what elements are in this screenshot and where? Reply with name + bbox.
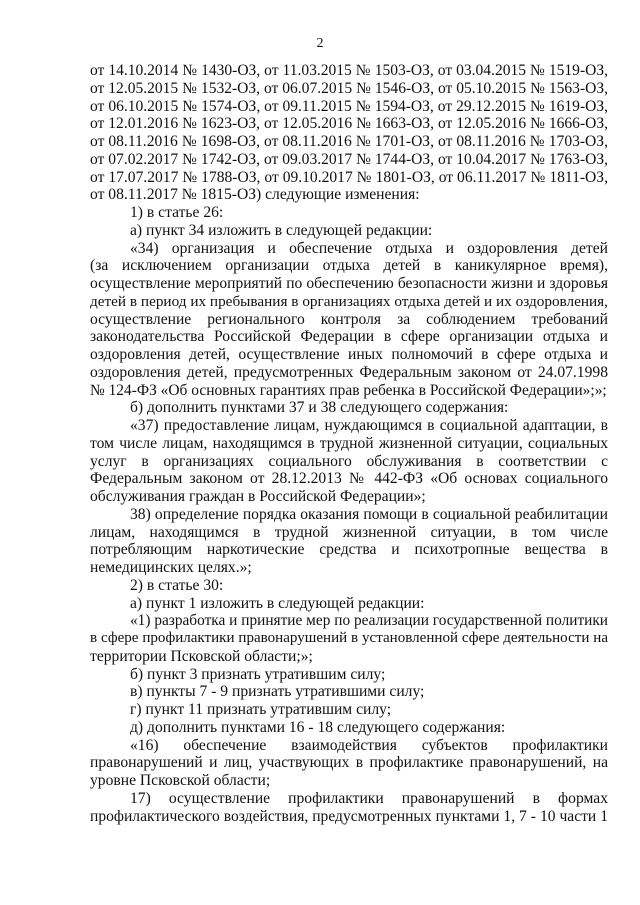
text-line: а) пункт 1 изложить в следующей редакции: (130, 594, 425, 612)
text-line: законодательства Российской Федерации в сфере организации отдыха и (90, 328, 608, 346)
text-line: 2) в статье 30: (130, 576, 224, 594)
text-line: «1) разработка и принятие мер по реализации государственной политики (130, 612, 608, 630)
text-line: а) пункт 34 изложить в следующей редакции: (130, 221, 433, 239)
text-line: 1) в статье 26: (130, 204, 224, 221)
text-line: обслуживания граждан в Российской Федерации»; (90, 488, 426, 505)
text-line: «37) предоставление лицам, нуждающимся в социальной адаптации, в (130, 417, 608, 434)
text-line: № 124-ФЗ «Об основных гарантиях прав ребенка в Российской Федерации»;»; (90, 381, 607, 399)
text-line: оздоровления детей, осуществление иных полномочий в сфере отдыха и (90, 346, 608, 363)
text-line: Федеральным законом от 28.12.2013 № 442-ФЗ «Об основах социального (90, 470, 608, 488)
text-line: «34) организация и обеспечение отдыха и оздоровления детей (130, 239, 608, 257)
text-line: б) дополнить пунктами 37 и 38 следующего содержания: (130, 399, 509, 417)
text-line: 17) осуществление профилактики правонарушений в формах (130, 789, 608, 807)
text-line: от 14.10.2014 № 1430-ОЗ, от 11.03.2015 № 1503-ОЗ, от 03.04.2015 № 1519-ОЗ, (90, 62, 608, 79)
text-line: том числе лицам, находящимся в трудной жизненной ситуации, социальных (90, 434, 608, 452)
text-line: в сфере профилактики правонарушений в установленной сфере деятельности на (90, 630, 608, 646)
text-line: от 07.02.2017 № 1742-ОЗ, от 09.03.2017 № 1744-ОЗ, от 10.04.2017 № 1763-ОЗ, (90, 150, 608, 168)
text-line: б) пункт 3 признать утратившим силу; (130, 665, 386, 683)
text-line: немедицинских целях.»; (90, 559, 252, 576)
text-line: в) пункты 7 - 9 признать утратившими силу; (130, 683, 425, 701)
page-number: 2 (316, 36, 324, 51)
text-line: детей в период их пребывания в организациях отдыха детей и их оздоровления, (90, 292, 608, 310)
text-line: (за исключением организации отдыха детей в каникулярное время), (90, 257, 608, 275)
text-line: «16) обеспечение взаимодействия субъектов профилактики (130, 736, 608, 754)
text-line: осуществление мероприятий по обеспечению безопасности жизни и здоровья (90, 275, 608, 292)
text-line: от 12.05.2015 № 1532-ОЗ, от 06.07.2015 № 1546-ОЗ, от 05.10.2015 № 1563-ОЗ, (90, 79, 608, 97)
text-line: от 08.11.2017 № 1815-ОЗ) следующие изменения: (90, 186, 420, 204)
text-line: осуществление регионального контроля за соблюдением требований (90, 310, 608, 328)
text-line: от 08.11.2016 № 1698-ОЗ, от 08.11.2016 № 1701-ОЗ, от 08.11.2016 № 1703-ОЗ, (90, 133, 608, 150)
text-line: г) пункт 11 признать утратившим силу; (130, 701, 392, 718)
text-line: от 06.10.2015 № 1574-ОЗ, от 09.11.2015 № 1594-ОЗ, от 29.12.2015 № 1619-ОЗ, (90, 97, 608, 115)
text-line: от 17.07.2017 № 1788-ОЗ, от 09.10.2017 № 1801-ОЗ, от 06.11.2017 № 1811-ОЗ, (90, 168, 608, 186)
text-line: услуг в организациях социального обслуживания в соответствии с (90, 452, 608, 470)
document-body (90, 62, 608, 825)
text-line: 38) определение порядка оказания помощи в социальной реабилитации (130, 505, 608, 523)
text-line: территории Псковской области;»; (90, 647, 313, 665)
text-line: профилактического воздействия, предусмотренных пунктами 1, 7 - 10 части 1 (90, 807, 608, 825)
text-line: потребляющим наркотические средства и психотропные вещества в (90, 541, 608, 559)
text-line: от 12.01.2016 № 1623-ОЗ, от 12.05.2016 № 1663-ОЗ, от 12.05.2016 № 1666-ОЗ, (90, 115, 608, 133)
text-line: уровне Псковской области; (90, 772, 271, 789)
text-line: оздоровления детей, предусмотренных Федеральным законом от 24.07.1998 (90, 363, 608, 381)
text-line: лицам, находящимся в трудной жизненной ситуации, в том числе (90, 523, 608, 541)
text-line: правонарушений и лиц, участвующих в профилактике правонарушений, на (90, 754, 608, 772)
text-line: д) дополнить пунктами 16 - 18 следующего содержания: (130, 718, 506, 736)
